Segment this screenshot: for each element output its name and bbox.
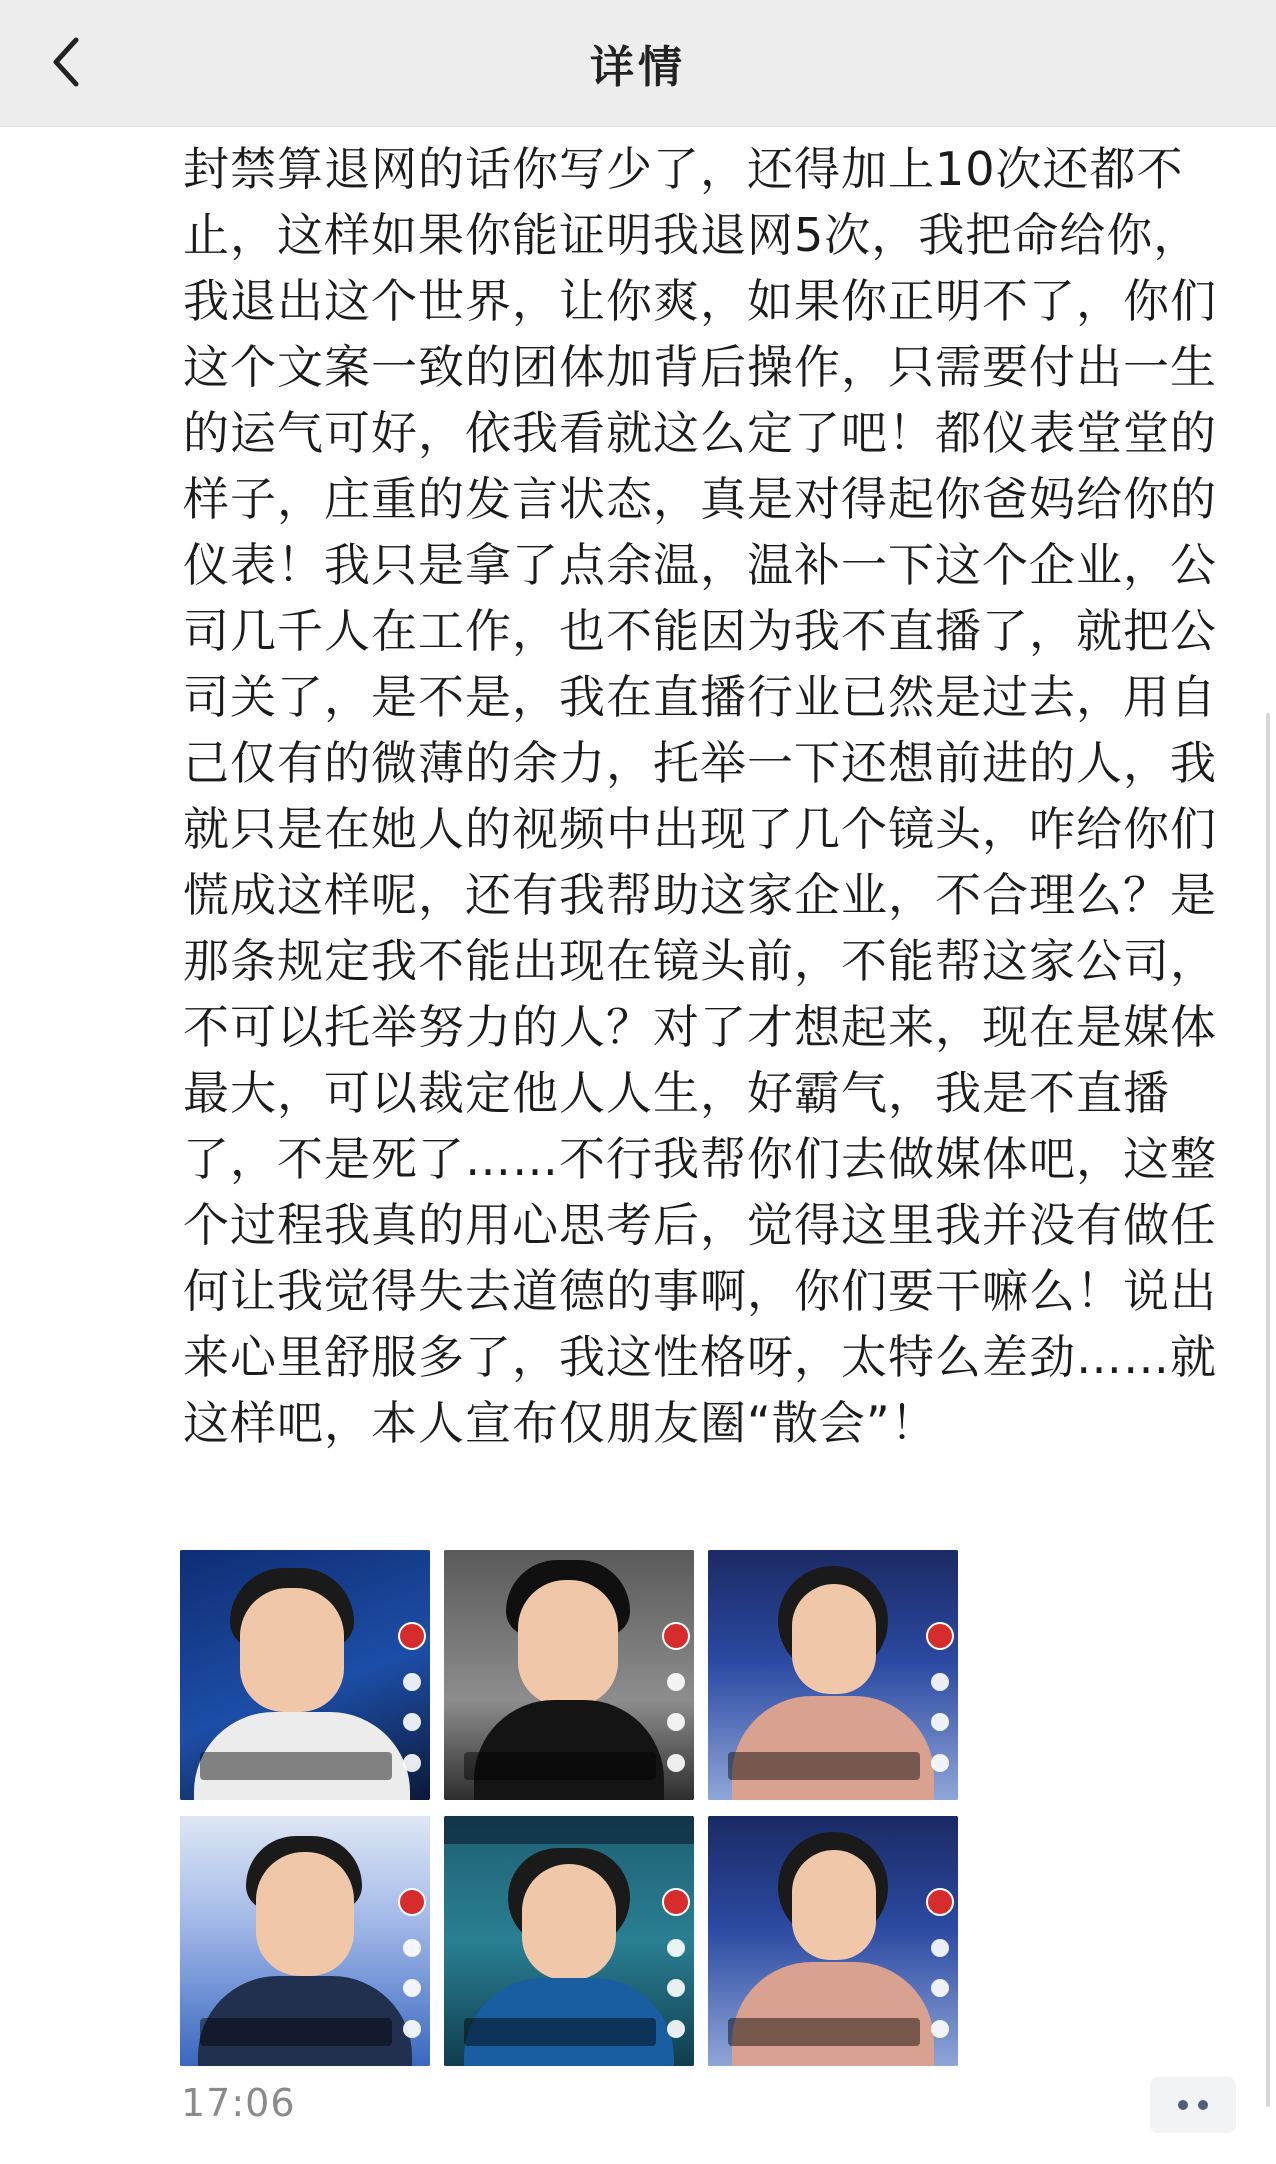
image-thumbnail-6[interactable] [708,1816,958,2066]
image-grid [180,1550,960,2066]
post-content [183,136,1243,1456]
caption-strip [200,1752,392,1780]
video-side-icons [930,1888,950,2038]
image-thumbnail-1[interactable] [180,1550,430,1800]
more-options-icon [1198,2100,1208,2110]
video-side-icons [666,1888,686,2038]
post-time: 17:06 [181,2081,296,2125]
caption-strip [728,1752,920,1780]
caption-strip [728,2018,920,2046]
video-side-icons [402,1622,422,1772]
video-side-icons [930,1622,950,1772]
more-options-button[interactable] [1150,2077,1236,2133]
image-thumbnail-4[interactable] [180,1816,430,2066]
image-thumbnail-5[interactable] [444,1816,694,2066]
caption-strip [464,2018,656,2046]
post-text: 封禁算退网的话你写少了，还得加上10次还都不止，这样如果你能证明我退网5次，我把命给你，我退出这个世界，让你爽，如果你正明不了，你们这个文案一致的团体加背后操作，只需要付出一生的运气可好，依我看就这么定了吧！都仪表堂堂的样子，庄重的发言状态，真是对得起你爸妈给你的仪表！我只是拿了点余温，温补一下这个企业，公司几千人在工作，也不能因为我不直播了，就把公司关了，是不是，我在直播行业已然是过去，用自己仅有的微薄的余力，托举一下还想前进的人，我就只是在她人的视频中出现了几个镜头，咋给你们慌成这样呢，还有我帮助这家企业，不合理么？是那条规定我不能出现在镜头前，不能帮这家公司，不可以托举努力的人？对了才想起来，现在是媒体最大，可以裁定他人人生，好霸气，我是不直播了，不是死了……不行我帮你们去做媒体吧，这整个过程我真的用心思考后，觉得这里我并没有做任何让我觉得失去道德的事啊，你们要干嘛么！说出来心里舒服多了，我这性格呀，太特么差劲……就这样吧，本人宣布仅朋友圈“散会”！ [183,142,1217,1450]
image-thumbnail-2[interactable] [444,1550,694,1800]
video-side-icons [666,1622,686,1772]
scrollbar[interactable] [1266,713,1270,2107]
page-title: 详情 [590,42,686,93]
back-button[interactable] [34,22,98,102]
image-thumbnail-3[interactable] [708,1550,958,1800]
top-navigation-bar [0,0,1276,127]
chevron-left-icon [49,35,83,89]
caption-top-strip [444,1816,694,1844]
video-side-icons [402,1888,422,2038]
caption-strip [464,1752,656,1780]
more-options-icon [1178,2100,1188,2110]
caption-strip [200,2018,392,2046]
